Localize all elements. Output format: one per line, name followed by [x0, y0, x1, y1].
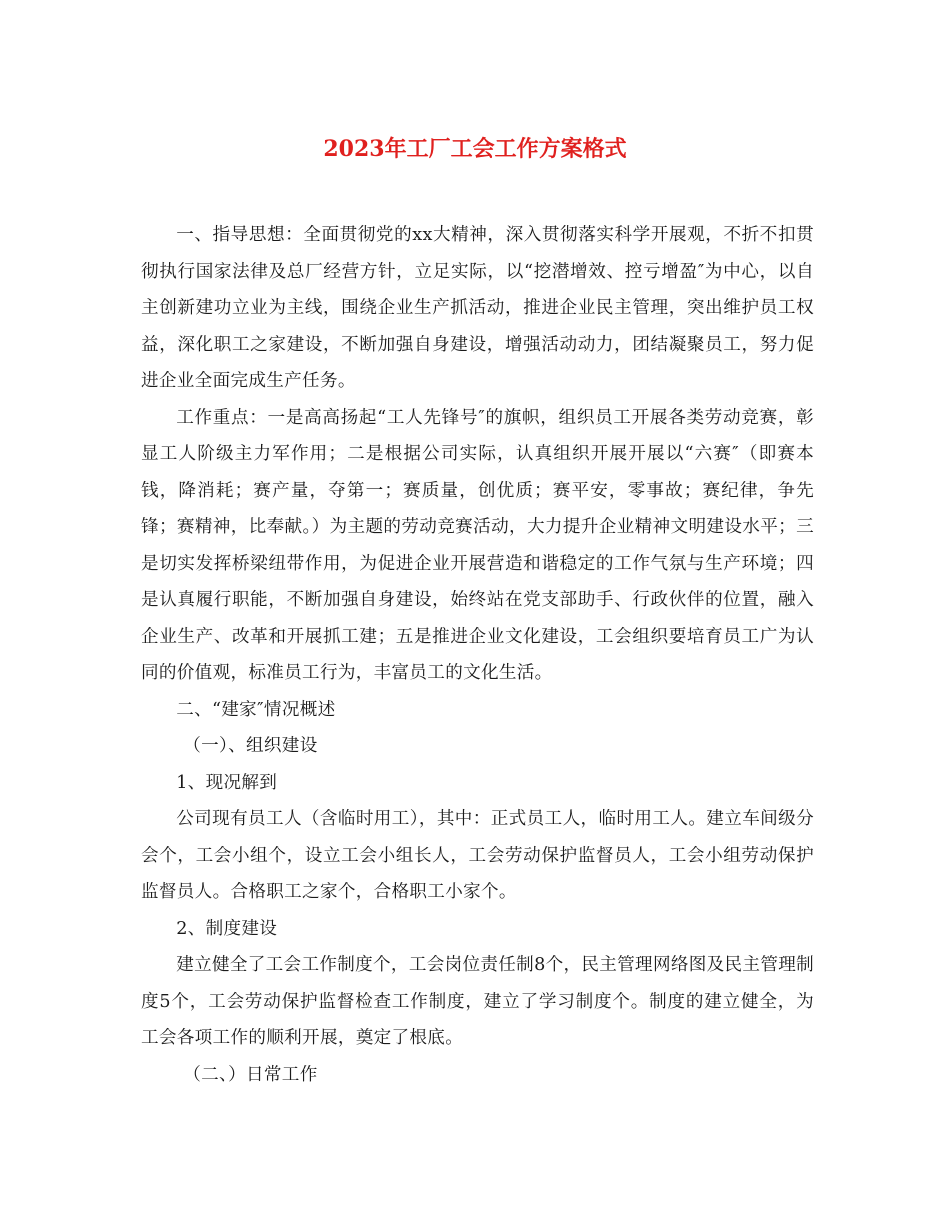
subsection-heading-daily-work: （二、）日常工作	[183, 1064, 318, 1085]
paragraph-guiding-ideology: 一、指导思想：全面贯彻党的xx大精神，深入贯彻落实科学开展观，不折不扣贯彻执行国家法律及总厂经营方针，立足实际，以“挖潜增效、控亏增盈″为中心，以自主创新建功立业为主线，围绕企业生产抓活动，推进企业民主管理，突出维护员工权益，深化职工之家建设，不断加强自身建设，增强活动动力，团结凝聚员工，努力促进企业全面完成生产任务。	[141, 225, 814, 391]
subsection-heading-organization: （一）、组织建设	[183, 736, 318, 756]
paragraph-system-building: 建立健全了工会工作制度个，工会岗位责任制8个，民主管理网络图及民主管理制度5个，工会劳动保护监督检查工作制度，建立了学习制度个。制度的建立健全，为工会各项工作的顺利开展，奠定了根底。	[141, 955, 814, 1048]
paragraph-work-focus: 工作重点：一是高高扬起“工人先锋号″的旗帜，组织员工开展各类劳动竞赛，彰显工人阶级主力军作用；二是根据公司实际，认真组织开展开展以“六赛″（即赛本钱，降消耗；赛产量，夺第一；赛质量，创优质；赛平安，零事故；赛纪律，争先锋；赛精神，比奉献。）为主题的劳动竞赛活动，大力提升企业精神文明建设水平；三是切实发挥桥梁纽带作用，为促进企业开展营造和谐稳定的工作气氛与生产环境；四是认真履行职能，不断加强自身建设，始终站在党支部助手、行政伙伴的位置，融入企业生产、改革和开展抓工建；五是推进企业文化建设，工会组织要培育员工广为认同的价值观，标准员工行为，丰富员工的文化生活。	[141, 407, 814, 683]
document-title: 2023年工厂工会工作方案格式	[323, 136, 627, 162]
paragraph-staff-status: 公司现有员工人（含临时用工），其中：正式员工人，临时用工人。建立车间级分会个，工会小组个，设立工会小组长人，工会劳动保护监督员人，工会小组劳动保护监督员人。合格职工之家个，合格职工小家个。	[141, 809, 814, 902]
item-heading-status: 1、现况解到	[176, 772, 278, 793]
document-body	[141, 217, 814, 1093]
item-heading-system: 2、制度建设	[176, 918, 278, 939]
section-heading-jianjia: 二、“建家″情况概述	[176, 699, 336, 720]
